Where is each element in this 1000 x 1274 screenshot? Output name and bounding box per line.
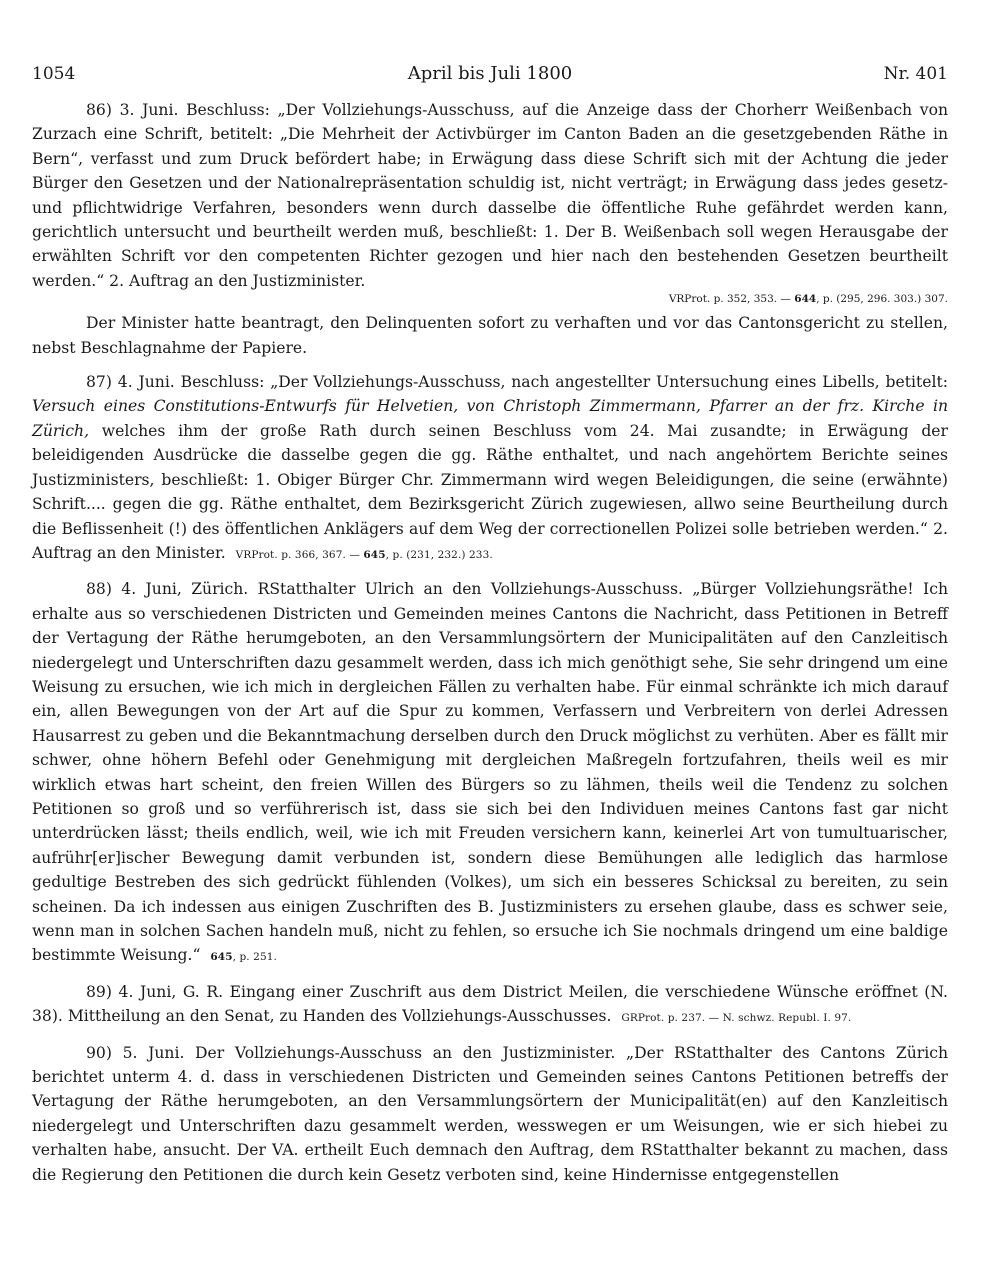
- page-number: 1054: [32, 64, 76, 84]
- page-header: [32, 58, 948, 98]
- entry-87-reference: VRProt. p. 366, 367. — 645, p. (231, 232.) 233.: [235, 548, 493, 561]
- entry-89-reference: GRProt. p. 237. — N. schwz. Republ. I. 97.: [621, 1012, 852, 1025]
- running-title: April bis Juli 1800: [407, 63, 573, 84]
- entry-87: 87) 4. Juni. Beschluss: „Der Vollziehungs-Ausschuss, nach angestellter Untersuchung eines Libells, betitelt: Versuch eines Constitutions-Entwurfs für Helvetien, von Christoph Zimmermann, Pfarrer an der frz. Kirche in Zürich, welches ihm der große Rath durch seinen Beschluss vom 24. Mai zusandte; in Erwägung der beleidigenden Ausdrücke die dasselbe gegen die gg. Räthe enthaltet, und nach angehörtem Berichte seines Justizministers, beschließt: 1. Obiger Bürger Chr. Zimmermann wird wegen Beleidigungen, die seine (erwähnte) Schrift.... gegen die gg. Räthe enthaltet, dem Bezirksgericht Zürich zugewiesen, allwo seine Beurtheilung durch die Beflissenheit (!) des öffentlichen Anklägers auf dem Weg der correctionellen Polizei solle betrieben werden.“ 2. Auftrag an den Minister. VRProt. p. 366, 367. — 645, p. (231, 232.) 233.: [32, 373, 948, 562]
- entry-87-title: Versuch eines Constitutions-Entwurfs für Helvetien, von Christoph Zimmermann, Pfarrer an der frz. Kirche in Zürich,: [32, 397, 948, 440]
- entry-86-note: Der Minister hatte beantragt, den Delinquenten sofort zu verhaften und vor das Cantonsgericht zu stellen, nebst Beschlagnahme der Papiere.: [32, 314, 948, 357]
- document-page: [32, 58, 948, 1258]
- entry-90: 90) 5. Juni. Der Vollziehungs-Ausschuss an den Justizminister. „Der RStatthalter des Cantons Zürich berichtet unterm 4. d. dass in verschiedenen Districten und Gemeinden seines Cantons Petitionen betreffs der Vertagung der Räthe herumgeboten, an den Versammlungsörtern der Municipalität(en) auf den Kanzleitisch niedergelegt und Unterschriften dazu gesammelt werden, wesswegen er um Weisungen, wie er sich hiebei zu verhalten habe, ansucht. Der VA. ertheilt Euch demnach den Auftrag, dem RStatthalter bekannt zu machen, dass die Regierung den Petitionen die durch kein Gesetz verboten sind, keine Hindernisse entgegenstellen: [32, 1043, 948, 1184]
- entry-86-reference: VRProt. p. 352, 353. — 644, p. (295, 296. 303.) 307.: [668, 293, 948, 306]
- entry-86: [32, 98, 948, 293]
- document-number: Nr. 401: [883, 64, 948, 84]
- entry-88-reference: 645, p. 251.: [210, 951, 277, 964]
- entry-88: 88) 4. Juni, Zürich. RStatthalter Ulrich an den Vollziehungs-Ausschuss. „Bürger Vollziehungsräthe! Ich erhalte aus so verschiedenen Districten und Gemeinden meines Cantons die Nachricht, dass Petitionen in Betreff der Vertagung der Räthe herumgeboten, an den Versammlungsörtern der Municipalitäten auf den Canzleitisch niedergelegt und Unterschriften dazu gesammelt werden, dass ich mich genöthigt sehe, Sie sehr dringend um eine Weisung zu ersuchen, wie ich mich in dergleichen Fällen zu verhalten habe. Für einmal schränkte ich mich darauf ein, allen Bewegungen von der Art auf die Spur zu kommen, Verfassern und Verbreitern von derlei Adressen Hausarrest zu geben und die Bekanntmachung derselben durch den Druck möglichst zu verhüten. Aber es fällt mir schwer, ohne höhern Befehl oder Genehmigung mit dergleichen Maßregeln fortzufahren, theils weil es mir wirklich etwas hart scheint, den freien Willen des Bürgers so zu lähmen, theils weil die Tendenz zu solchen Petitionen so groß und so verführerisch ist, dass sie sich bei den Individuen meines Cantons fast gar nicht unterdrücken lässt; theils endlich, weil, wie ich mit Freuden versichern kann, keinerlei Art von tumultuarischer, aufrühr[er]ischer Bewegung damit verbunden ist, sondern diese Bemühungen alle lediglich das harmlose gedultige Bestreben des sich gedrückt fühlenden (Volkes), um sich ein besseres Schicksal zu bereiten, zu sein scheinen. Da ich indessen aus einigen Zuschriften des B. Justizministers zu ersehen glaube, dass es schwer seie, wenn man in solchen Sachen handeln muß, nicht zu fehlen, so ersuche ich Sie nochmals dringend um eine baldige bestimmte Weisung.“ 645, p. 251.: [32, 580, 948, 965]
- entry-86-text: 86) 3. Juni. Beschluss: „Der Vollziehungs-Ausschuss, auf die Anzeige dass der Chorherr Weißenbach von Zurzach eine Schrift, betitelt: „Die Mehrheit der Activbürger im Canton Baden an die gesetzgebenden Räthe in Bern“, verfasst und zum Druck befördert habe; in Erwägung dass diese Schrift sich mit der Achtung die jeder Bürger den Gesetzen und der Nationalrepräsentation schuldig ist, nicht verträgt; in Erwägung dass jedes gesetz- und pflichtwidrige Verfahren, besonders wenn durch dasselbe die öffentliche Ruhe gefährdet werden kann, gerichtlich untersucht und beurtheilt werden muß, beschließt: 1. Der B. Weißenbach soll wegen Herausgabe der erwählten Schrift vor den competenten Richter gezogen und hier nach den bestehenden Gesetzen beurtheilt werden.“ 2. Auftrag an den Justizminister.: [32, 101, 948, 290]
- entry-89: 89) 4. Juni, G. R. Eingang einer Zuschrift aus dem District Meilen, die verschiedene Wünsche eröffnet (N. 38). Mittheilung an den Senat, zu Handen des Vollziehungs-Ausschusses. GRProt. p. 237. — N. schwz. Republ. I. 97.: [32, 982, 948, 1026]
